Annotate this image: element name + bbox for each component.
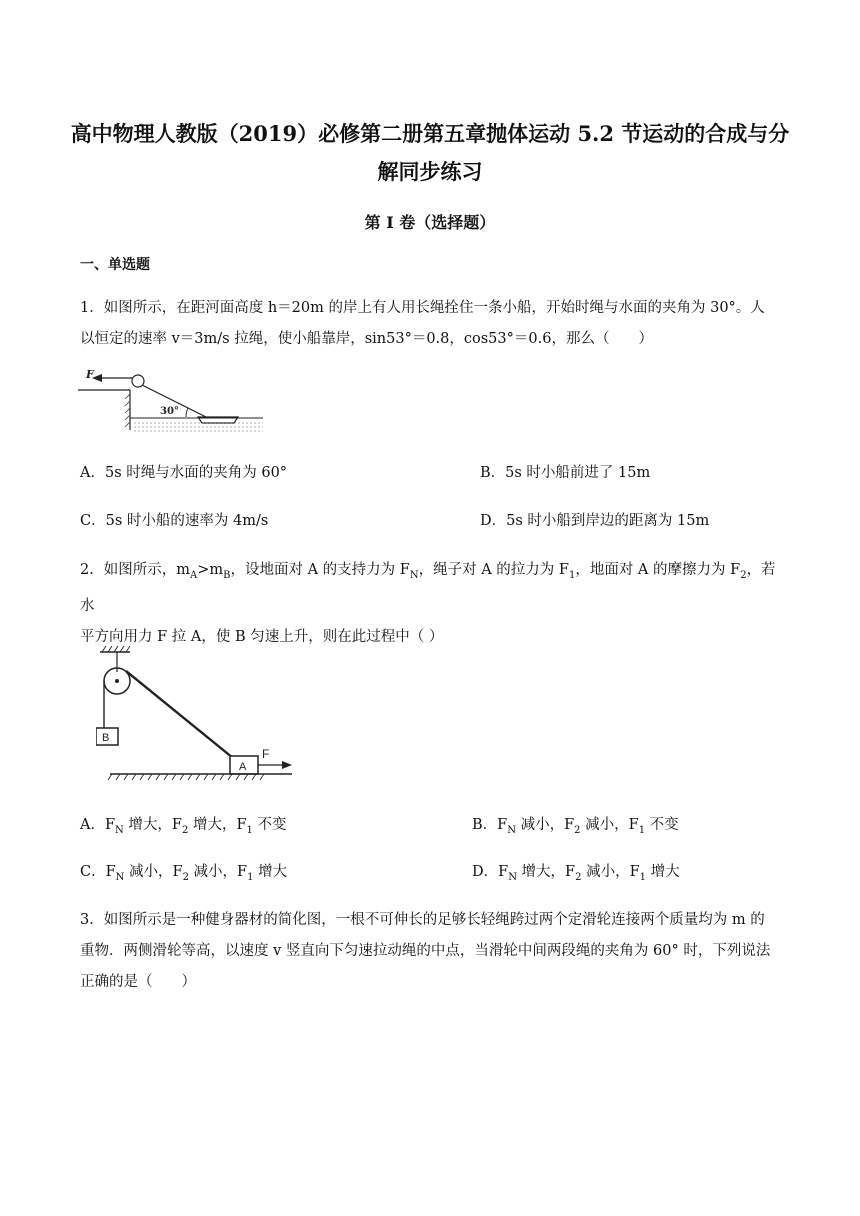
q1-fig-angle-arc [186, 408, 188, 417]
question-3-text [80, 905, 780, 998]
q1-fig-water [134, 423, 263, 431]
q1-fig-label-f: F [86, 368, 94, 381]
q2-fig-force-arrow-head [282, 761, 292, 769]
q1-option-b: B．5s 时小船前进了 15m [480, 465, 651, 481]
document-title-line2: 解同步练习 [377, 159, 483, 184]
q2-option-a: A．$F_N$ 增大，$F_2$ 增大，$F_1$ 不变 [80, 817, 287, 836]
q2-fig-pulley-axle [115, 679, 119, 683]
section-heading: 一、单选题 [80, 257, 150, 273]
q2-fig-label-f: F [262, 747, 270, 761]
part-heading: 第 I 卷（选择题） [364, 213, 496, 232]
q1-option-a: A．5s 时绳与水面的夹角为 60° [80, 465, 288, 481]
q2-fig-rope-a [126, 671, 233, 758]
question-3-line2: 重物．两侧滑轮等高，以速度 v 竖直向下匀速拉动绳的中点，当滑轮中间两段绳的夹角为 60° 时，下列说法 [80, 943, 771, 959]
question-3-line1: 3．如图所示是一种健身器材的简化图，一根不可伸长的足够长轻绳跨过两个定滑轮连接两个质量均为 m 的 [80, 912, 765, 928]
question-1-text [80, 293, 780, 355]
question-2-line1: 2．如图所示，$m_A>m_B$，设地面对 A 的支持力为 $F_N$，绳子对 A 的拉力为 $F_1$，地面对 A 的摩擦力为 $F_2$，若水 [80, 562, 776, 614]
q2-option-b: B．$F_N$ 减小，$F_2$ 减小，$F_1$ 不变 [472, 817, 679, 836]
q1-fig-bank-hatching [125, 394, 130, 427]
q2-fig-label-a: A [239, 761, 247, 773]
question-2-figure [96, 642, 296, 782]
question-2-line2: 平方向用力 F 拉 A，使 B 匀速上升，则在此过程中（ ） [80, 628, 444, 645]
q2-fig-ceiling-hatching [102, 646, 130, 652]
question-1-figure [78, 368, 268, 438]
q2-fig-label-b: B [102, 732, 110, 744]
question-3-line3: 正确的是（ ） [80, 974, 196, 990]
question-2-text [80, 555, 780, 653]
q2-option-d: D．$F_N$ 增大，$F_2$ 减小，$F_1$ 增大 [472, 864, 680, 883]
question-1-line1: 1．如图所示，在距河面高度 h＝20m 的岸上有人用长绳拴住一条小船，开始时绳与水面的夹角为 30°。人 [80, 300, 765, 316]
q1-option-c: C．5s 时小船的速率为 4m/s [80, 513, 269, 529]
question-1-line2: 以恒定的速率 v＝3m/s 拉绳，使小船靠岸，sin53°＝0.8，cos53°＝0.6，那么（ ） [80, 331, 653, 347]
q1-fig-bank [78, 390, 130, 430]
document-title-line1: 高中物理人教版（2019）必修第二册第五章抛体运动 5.2 节运动的合成与分 [70, 121, 790, 146]
q1-option-d: D．5s 时小船到岸边的距离为 15m [480, 513, 710, 529]
q2-fig-ground-hatching [108, 774, 264, 780]
q1-fig-label-angle: 30° [160, 406, 179, 417]
q2-option-c: C．$F_N$ 减小，$F_2$ 减小，$F_1$ 增大 [80, 864, 288, 883]
